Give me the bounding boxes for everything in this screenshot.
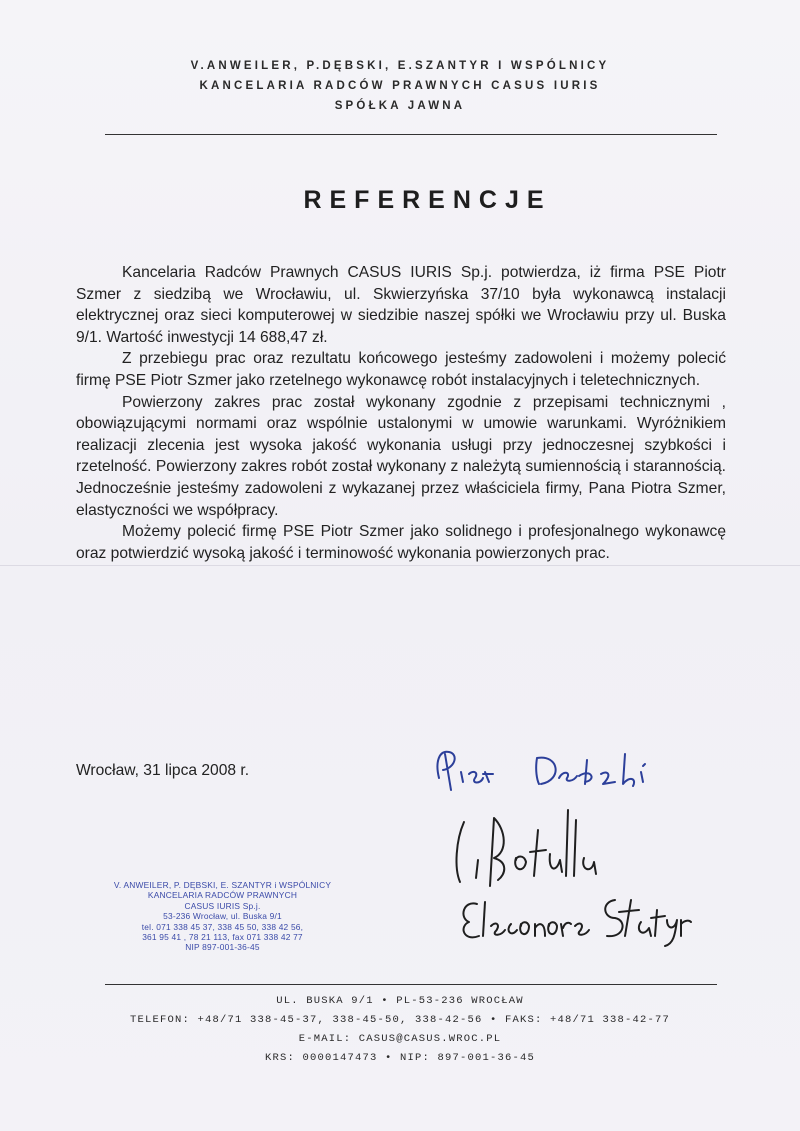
letterhead-partners: V.ANWEILER, P.DĘBSKI, E.SZANTYR I WSPÓLNICY xyxy=(190,60,610,72)
footer-registry: KRS: 0000147473 • NIP: 897-001-36-45 xyxy=(264,1052,536,1064)
footer-address: UL. BUSKA 9/1 • PL-53-236 WROCŁAW xyxy=(276,995,524,1007)
letterhead-form: SPÓŁKA JAWNA xyxy=(334,100,466,112)
stamp-line: 53-236 Wrocław, ul. Buska 9/1 xyxy=(163,911,282,922)
footer-phone: TELEFON: +48/71 338-45-37, 338-45-50, 338-42-56 • FAKS: +48/71 338-42-77 xyxy=(129,1014,671,1026)
footer-divider xyxy=(105,984,717,985)
letter-body xyxy=(76,262,726,564)
place-and-date: Wrocław, 31 lipca 2008 r. xyxy=(76,762,250,779)
paragraph-4: Możemy polecić firmę PSE Piotr Szmer jako solidnego i profesjonalnego wykonawcę oraz potwierdzić wysoką jakość i terminowość wykonania powierzonych prac. xyxy=(76,523,726,562)
stamp-line: NIP 897-001-36-45 xyxy=(185,942,260,953)
company-stamp xyxy=(100,880,345,953)
document-title: REFERENCJE xyxy=(303,186,552,214)
stamp-line: V. ANWEILER, P. DĘBSKI, E. SZANTYR i WSPÓLNICY xyxy=(113,880,332,890)
paper-fold xyxy=(0,565,800,566)
signature-eleonora-szantyr xyxy=(455,880,695,950)
letterhead-firm: KANCELARIA RADCÓW PRAWNYCH CASUS IURIS xyxy=(199,80,601,92)
stamp-line: KANCELARIA RADCÓW PRAWNYCH xyxy=(147,890,298,901)
stamp-line: 361 95 41 , 78 21 113, fax 071 338 42 77 xyxy=(142,932,303,943)
stamp-line: tel. 071 338 45 37, 338 45 50, 338 42 56, xyxy=(141,921,304,932)
footer-email: E-MAIL: CASUS@CASUS.WROC.PL xyxy=(298,1033,502,1045)
stamp-line: CASUS IURIS Sp.j. xyxy=(184,900,261,911)
paragraph-3: Powierzony zakres prac został wykonany zgodnie z przepisami technicznymi , obowiązującymi normami oraz wspólnie ustalonymi w umowie warunkami. Wyróżnikiem realizacji zlecenia jest wysoka jakość wykonania usługi przy jednoczesnej szybkości i rzetelność. Powierzony zakres robót został wykonany z należytą sumiennością i starannością. Jednocześnie jesteśmy zadowoleni z wykazanej przez właściciela firmy, Pana Piotra Szmer, elastyczności we współpracy. xyxy=(76,393,726,519)
paragraph-2: Z przebiegu prac oraz rezultatu końcowego jesteśmy zadowoleni i możemy polecić firmę PSE Piotr Szmer jako rzetelnego wykonawcę robót instalacyjnych i teletechnicznych. xyxy=(76,350,726,389)
paragraph-1: Kancelaria Radców Prawnych CASUS IURIS Sp.j. potwierdza, iż firma PSE Piotr Szmer z siedzibą we Wrocławiu, ul. Skwierzyńska 37/10 była wykonawcą instalacji elektrycznej oraz sieci komputerowej w siedzibie naszej spółki we Wrocławiu przy ul. Buska 9/1. Wartość inwestycji 14 688,47 zł. xyxy=(76,264,726,346)
header-divider xyxy=(105,134,717,135)
